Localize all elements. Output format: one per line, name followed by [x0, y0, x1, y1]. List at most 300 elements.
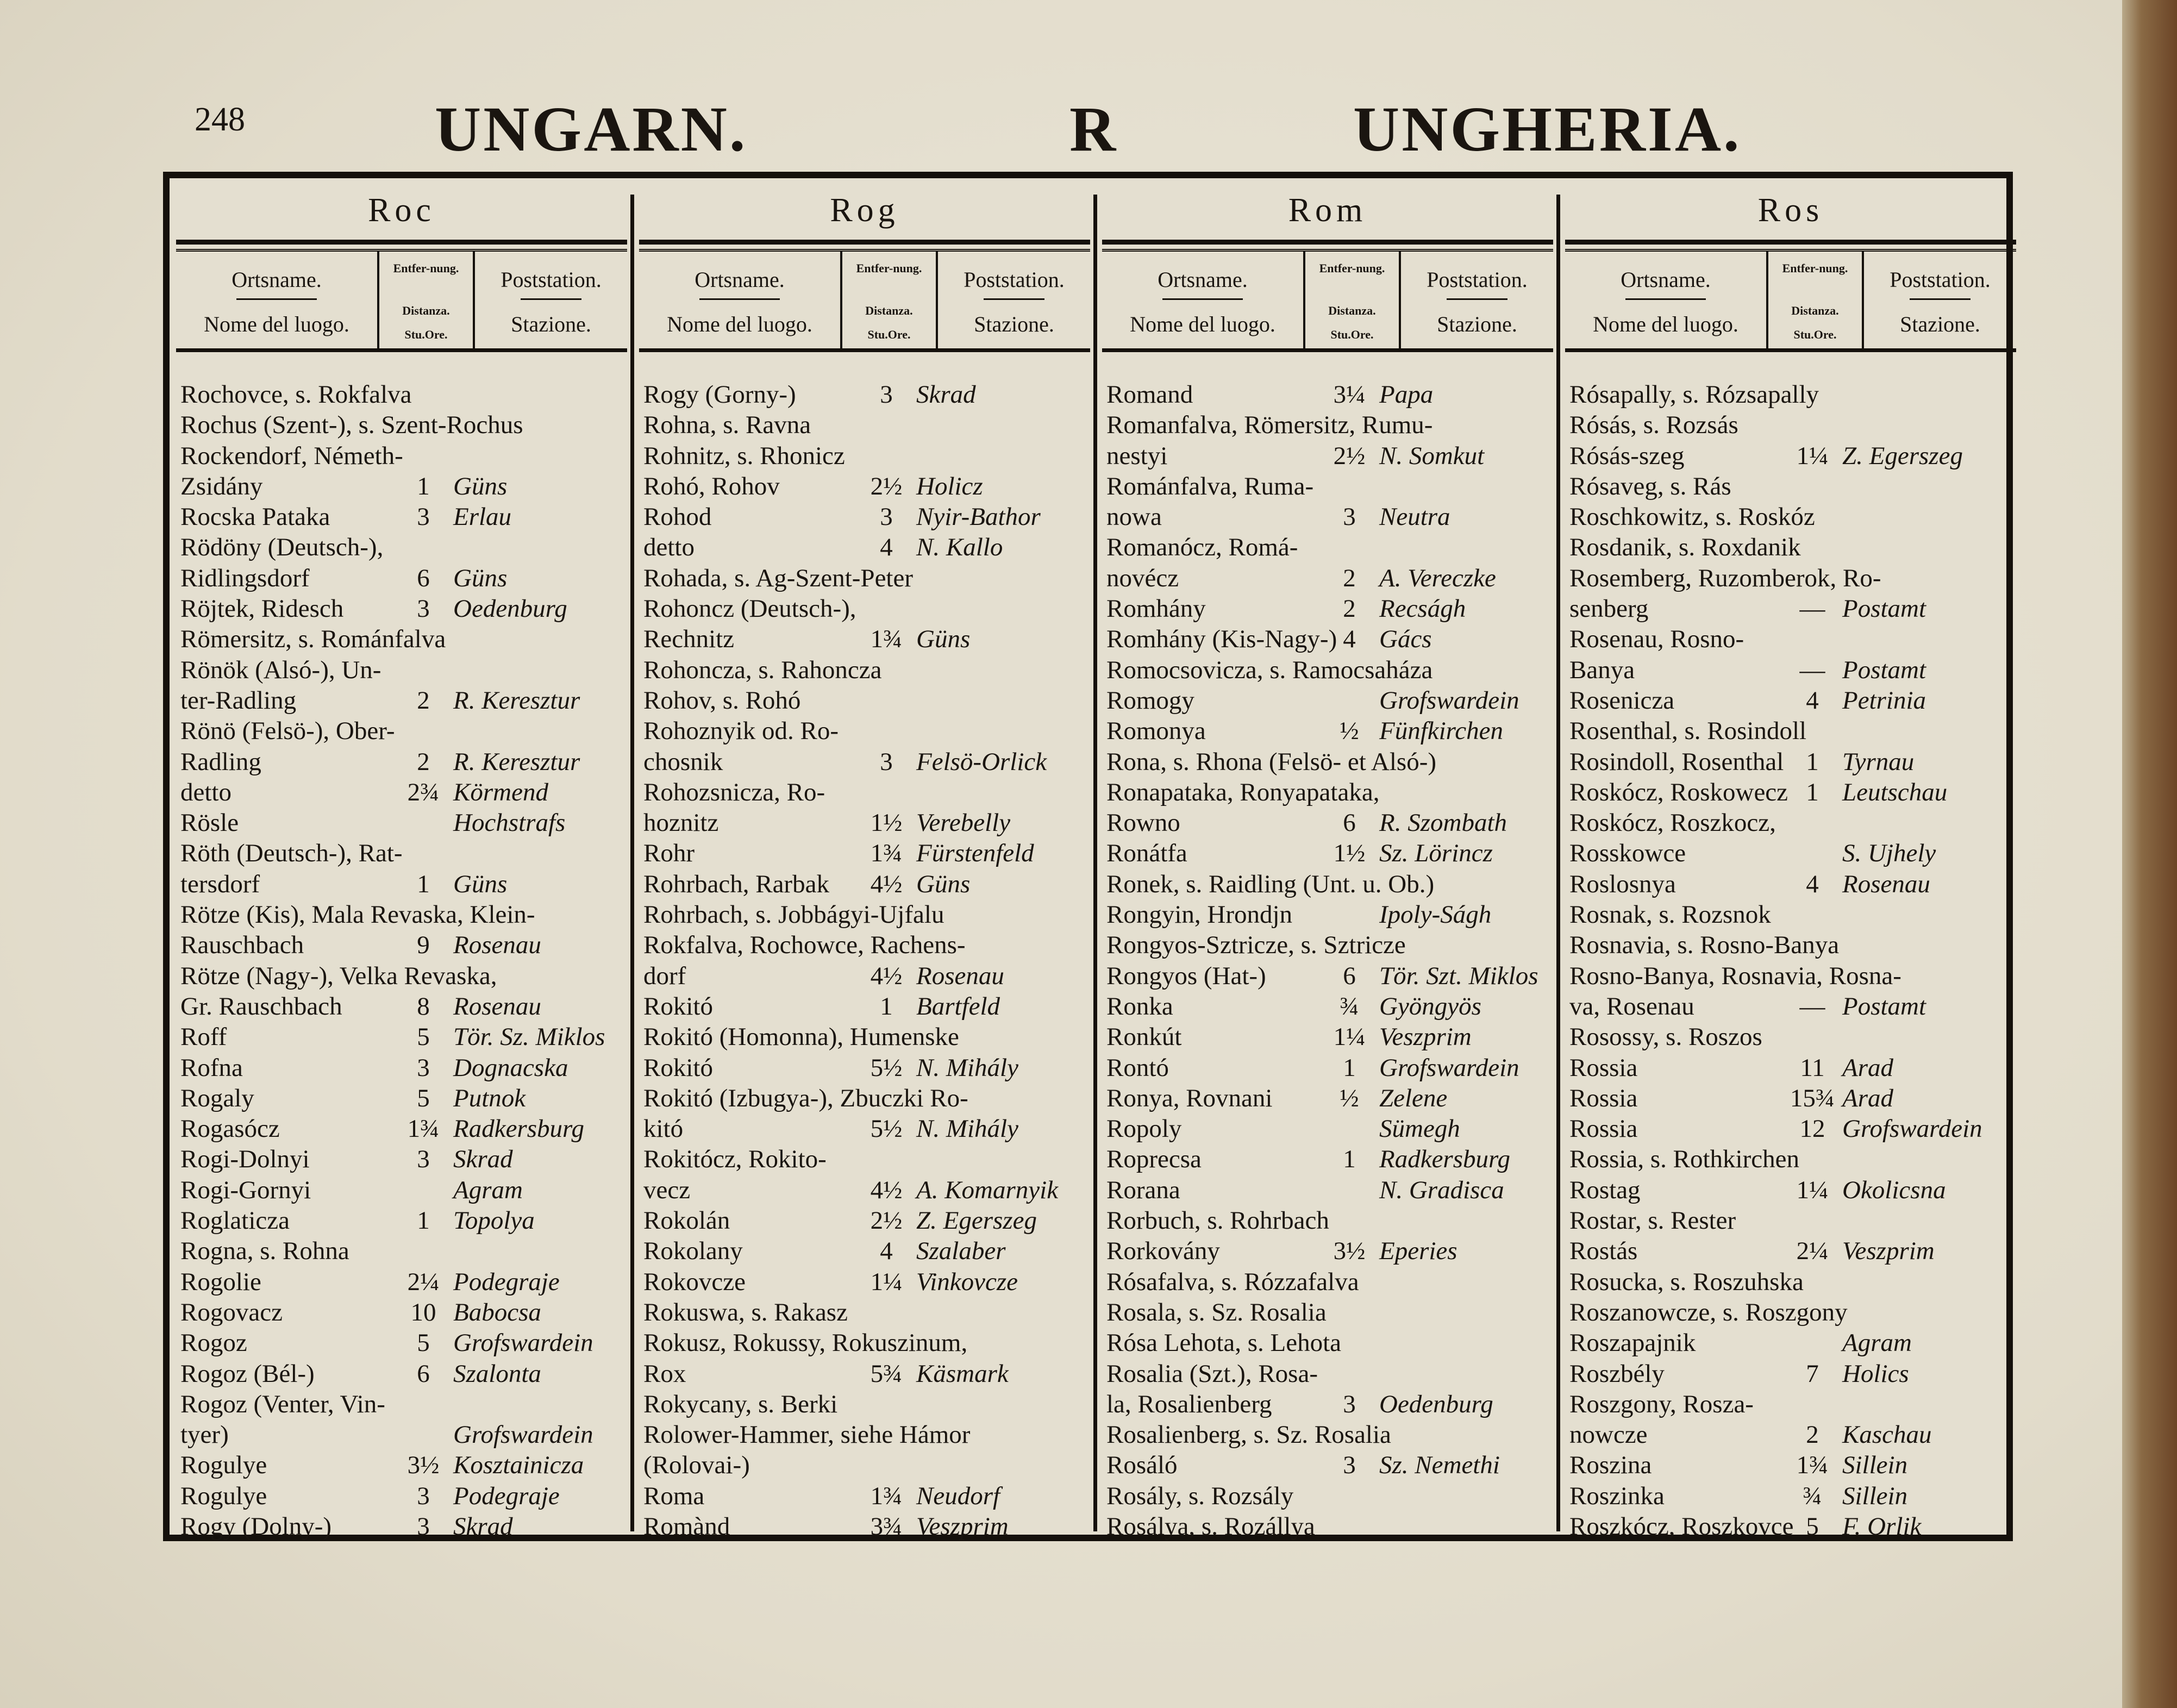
post-station: Leutschau [1842, 778, 1948, 806]
post-station: R. Szombath [1379, 809, 1507, 837]
post-station: Rosenau [1842, 869, 1930, 898]
distance-header-de: Entfer-nung. [1319, 261, 1385, 275]
list-item [1565, 1267, 2016, 1297]
place-name: Rongyos-Sztricze, s. Sztricze [1106, 931, 1406, 960]
distance-value: 1 [1343, 1145, 1356, 1174]
distance-header-de: Entfer-nung. [856, 261, 922, 275]
place-name: Rokycany, s. Berki [643, 1390, 838, 1418]
place-name: Roszapajnik [1569, 1329, 1696, 1357]
list-item [1102, 593, 1553, 624]
place-name: Rohnitz, s. Rhonicz [643, 441, 845, 470]
list-item [176, 1113, 627, 1144]
list-item [1565, 991, 2016, 1022]
list-item [176, 1267, 627, 1297]
list-item [1565, 869, 2016, 899]
distance-header-it: Distanza. [1328, 304, 1376, 317]
post-station: Postamt [1842, 595, 1926, 623]
list-item [1102, 1022, 1553, 1052]
distance-value: 3½ [1333, 1237, 1366, 1266]
post-station: Rosenau [453, 992, 541, 1021]
page-number: 248 [195, 101, 245, 138]
place-name: Ronya, Rovnani [1106, 1084, 1273, 1112]
place-name: Rorbuch, s. Rohrbach [1106, 1206, 1329, 1235]
list-item [176, 593, 627, 624]
distance-value: 3 [880, 503, 893, 531]
list-item [639, 655, 1090, 685]
station-header-de: Poststation. [1427, 267, 1528, 292]
place-name: Rokusz, Rokussy, Rokuszinum, [643, 1329, 968, 1357]
place-name: Romhány (Kis-Nagy-) [1106, 625, 1337, 654]
place-name: Rosno-Banya, Rosnavia, Rosna- [1569, 961, 1901, 990]
place-name: Rosnak, s. Rozsnok [1569, 900, 1771, 929]
post-station: Szalonta [453, 1359, 541, 1388]
name-header-de: Ortsname. [232, 267, 322, 292]
list-item [639, 1389, 1090, 1419]
post-station: Agram [1842, 1329, 1912, 1357]
list-item [1565, 1175, 2016, 1205]
list-item [1565, 1297, 2016, 1328]
station-header-de: Poststation. [964, 267, 1065, 292]
place-name: Rohod [643, 503, 712, 531]
place-name: Rechnitz [643, 625, 735, 654]
post-station: Dognacska [453, 1053, 568, 1082]
name-header-it: Nome del luogo. [1130, 312, 1275, 336]
place-name: Rokitó (Izbugya-), Zbuczki Ro- [643, 1084, 968, 1112]
list-item [176, 502, 627, 532]
list-item [1102, 1389, 1553, 1419]
place-name: Roprecsa [1106, 1145, 1202, 1174]
place-name: Rosskowce [1569, 839, 1686, 868]
place-name: Romhány [1106, 595, 1206, 623]
distance-value: 1½ [870, 809, 903, 837]
distance-value: ¾ [1340, 992, 1359, 1021]
list-item [639, 1205, 1090, 1236]
place-name: Rosenau, Rosno- [1569, 625, 1744, 654]
list-item [176, 655, 627, 685]
place-name: Rosenthal, s. Rosindoll [1569, 717, 1807, 746]
post-station: R. Keresztur [453, 747, 580, 776]
gazetteer-table [163, 172, 2013, 1541]
list-item [1102, 1175, 1553, 1205]
post-station: Putnok [453, 1084, 526, 1112]
place-name: Rohoznyik od. Ro- [643, 717, 839, 746]
list-item [176, 991, 627, 1022]
list-item [1102, 838, 1553, 868]
place-name: Ronkút [1106, 1023, 1182, 1052]
list-item [1565, 685, 2016, 716]
name-header-de: Ortsname. [1621, 267, 1711, 292]
list-item [1565, 471, 2016, 502]
list-item [1565, 532, 2016, 562]
column-subheader [639, 249, 1090, 352]
post-station: Neudorf [916, 1481, 1000, 1510]
place-name: Rósaveg, s. Rás [1569, 472, 1731, 500]
place-name: Roskócz, Roskowecz [1569, 778, 1788, 806]
distance-header-it: Distanza. [402, 304, 450, 317]
post-station: Güns [453, 472, 508, 500]
list-item [1565, 655, 2016, 685]
distance-value: 4 [880, 533, 893, 562]
book-spine [2122, 0, 2177, 1708]
distance-value: 2 [1343, 595, 1356, 623]
place-name: Ronapataka, Ronyapataka, [1106, 778, 1380, 806]
place-name: Rogovacz [180, 1298, 283, 1327]
place-name: tyer) [180, 1421, 229, 1449]
place-name: Rosálya, s. Rozállya [1106, 1512, 1315, 1541]
place-name: Banya [1569, 655, 1635, 684]
place-name: vecz [643, 1175, 691, 1204]
list-item [176, 869, 627, 899]
list-item [639, 1419, 1090, 1450]
place-name: Romànd [643, 1512, 730, 1541]
place-name: Rorkovány [1106, 1237, 1220, 1266]
list-item [1565, 777, 2016, 808]
post-station: Neutra [1379, 503, 1450, 531]
place-name: Rogoz (Bél-) [180, 1359, 315, 1388]
distance-value: 1¼ [1333, 1023, 1366, 1052]
list-item [176, 1419, 627, 1450]
list-item [1102, 1450, 1553, 1480]
post-station: N. Somkut [1379, 441, 1485, 470]
distance-value: 4 [1806, 686, 1819, 715]
post-station: Szalaber [916, 1237, 1006, 1266]
place-name: detto [643, 533, 695, 562]
list-item [639, 808, 1090, 838]
distance-value: 3 [417, 1512, 430, 1541]
list-item [1102, 716, 1553, 746]
place-name: senberg [1569, 595, 1649, 623]
list-item [639, 379, 1090, 410]
distance-value: 6 [1343, 809, 1356, 837]
place-name: Rosala, s. Sz. Rosalia [1106, 1298, 1327, 1327]
distance-value: 1¾ [407, 1115, 440, 1143]
distance-value: 6 [1343, 961, 1356, 990]
place-name: Rohada, s. Ag-Szent-Peter [643, 564, 914, 592]
post-station: Babocsa [453, 1298, 541, 1327]
place-name: Roszkócz, Roszkovce [1569, 1512, 1794, 1541]
list-item [1565, 930, 2016, 960]
distance-value: 3 [417, 503, 430, 531]
distance-value: 3 [880, 380, 893, 409]
place-name: Rosindoll, Rosenthal [1569, 747, 1784, 776]
list-item [639, 1053, 1090, 1083]
distance-value: — [1799, 595, 1825, 623]
list-item [639, 1083, 1090, 1113]
place-name: Rona, s. Rhona (Felsö- et Alsó-) [1106, 747, 1437, 776]
list-item [176, 838, 627, 868]
place-name: Rogaly [180, 1084, 254, 1112]
distance-value: 2½ [1333, 441, 1366, 470]
post-station: Podegraje [453, 1481, 560, 1510]
place-name: Rolower-Hammer, siehe Hámor [643, 1421, 971, 1449]
distance-value: 5 [417, 1329, 430, 1357]
column-ros [1565, 192, 2016, 1541]
post-station: Erlau [453, 503, 512, 531]
distance-value: 3 [1343, 1390, 1356, 1418]
distance-value: 3 [1343, 503, 1356, 531]
place-name: Römersitz, s. Románfalva [180, 625, 446, 654]
distance-value: ½ [1340, 717, 1359, 746]
post-station: Grofswardein [453, 1421, 593, 1449]
list-item [1102, 991, 1553, 1022]
place-name: Romand [1106, 380, 1193, 409]
place-name: Ronátfa [1106, 839, 1187, 868]
list-item [176, 624, 627, 654]
list-item [1102, 1113, 1553, 1144]
place-name: Rostás [1569, 1237, 1638, 1266]
list-item [639, 1297, 1090, 1328]
post-station: Rosenau [916, 961, 1004, 990]
distance-value: 5 [417, 1023, 430, 1052]
list-item [1565, 1083, 2016, 1113]
place-name: Rötze (Nagy-), Velka Revaska, [180, 961, 497, 990]
distance-value: 8 [417, 992, 430, 1021]
distance-value: 1¾ [1796, 1451, 1829, 1480]
distance-value: 11 [1800, 1053, 1825, 1082]
place-name: Rosnavia, s. Rosno-Banya [1569, 931, 1840, 960]
place-name: Rosdanik, s. Roxdanik [1569, 533, 1801, 562]
post-station: Podegraje [453, 1267, 560, 1296]
list-item [1102, 1359, 1553, 1389]
list-item [1565, 441, 2016, 471]
place-name: Rösle [180, 809, 239, 837]
place-name: Rogasócz [180, 1115, 280, 1143]
name-header [639, 252, 840, 348]
place-name: Rohr [643, 839, 695, 868]
title-letter: R [1069, 93, 1118, 165]
post-station: Holicz [916, 472, 983, 500]
post-station: Sillein [1842, 1481, 1908, 1510]
post-station: Agram [453, 1175, 523, 1204]
place-name: Rokitó [643, 992, 713, 1021]
place-name: Rokitó (Homonna), Humenske [643, 1023, 959, 1052]
list-item [639, 1267, 1090, 1297]
place-name: Romogy [1106, 686, 1194, 715]
distance-value: 3 [880, 747, 893, 776]
list-item [1565, 808, 2016, 838]
place-name: ter-Radling [180, 686, 297, 715]
list-item [1102, 532, 1553, 562]
list-item [1102, 930, 1553, 960]
distance-value: 5¾ [870, 1359, 903, 1388]
list-item [1565, 1359, 2016, 1389]
list-item [176, 1083, 627, 1113]
distance-value: 4 [1343, 625, 1356, 654]
distance-value: 4½ [870, 1175, 903, 1204]
place-name: Rosály, s. Rozsály [1106, 1481, 1294, 1510]
distance-value: 9 [417, 931, 430, 960]
place-name: Rokitócz, Rokito- [643, 1145, 827, 1174]
post-station: Vinkovcze [916, 1267, 1018, 1296]
column-rom [1102, 192, 1553, 1541]
distance-value: 5 [1806, 1512, 1819, 1541]
list-item [639, 899, 1090, 930]
place-name: Rostar, s. Rester [1569, 1206, 1736, 1235]
distance-value: 1 [417, 1206, 430, 1235]
list-item [639, 747, 1090, 777]
post-station: Bartfeld [916, 992, 1000, 1021]
post-station: Kaschau [1842, 1421, 1932, 1449]
list-item [176, 1450, 627, 1480]
place-name: Rohrbach, s. Jobbágyi-Ujfalu [643, 900, 944, 929]
place-name: Rogi-Dolnyi [180, 1145, 310, 1174]
list-item [176, 1297, 627, 1328]
place-name: Röth (Deutsch-), Rat- [180, 839, 403, 868]
place-name: Rogi-Gornyi [180, 1175, 311, 1204]
post-station: Güns [453, 564, 508, 592]
place-name: Rostag [1569, 1175, 1641, 1204]
list-item [176, 1511, 627, 1542]
distance-value: 2½ [870, 472, 903, 500]
list-item [639, 563, 1090, 593]
column-heading: Rog [830, 192, 899, 229]
post-station: Güns [453, 869, 508, 898]
post-station: Holics [1842, 1359, 1909, 1388]
post-station: F. Orlik [1842, 1512, 1922, 1541]
list-item [639, 716, 1090, 746]
post-station: Kosztainicza [453, 1451, 584, 1480]
place-name: Rohoncza, s. Rahoncza [643, 655, 882, 684]
place-name: Rönök (Alsó-), Un- [180, 655, 381, 684]
list-item [639, 685, 1090, 716]
place-name: Radling [180, 747, 261, 776]
post-station: Veszprim [1842, 1237, 1935, 1266]
distance-value: 2 [1806, 1421, 1819, 1449]
distance-value: 1¼ [1796, 441, 1829, 470]
distance-value: 1¼ [1796, 1175, 1829, 1204]
list-item [639, 1022, 1090, 1052]
list-item [176, 1175, 627, 1205]
post-station: Grofswardein [1842, 1115, 1982, 1143]
place-name: la, Rosalienberg [1106, 1390, 1272, 1418]
post-station: Skrad [453, 1145, 513, 1174]
place-name: Rönö (Felsö-), Ober- [180, 717, 395, 746]
post-station: Papa [1379, 380, 1434, 409]
list-item [639, 593, 1090, 624]
place-name: Rokuswa, s. Rakasz [643, 1298, 848, 1327]
post-station: Okolicsna [1842, 1175, 1946, 1204]
post-station: Z. Egerszeg [1842, 441, 1963, 470]
list-item [1565, 899, 2016, 930]
post-station: Grofswardein [1379, 686, 1519, 715]
list-item [1102, 502, 1553, 532]
distance-value: 2 [417, 747, 430, 776]
list-item [1102, 747, 1553, 777]
post-station: Petrinia [1842, 686, 1926, 715]
station-header [1401, 252, 1553, 348]
place-name: Rontó [1106, 1053, 1169, 1082]
list-item [639, 1511, 1090, 1542]
list-item [1102, 1328, 1553, 1358]
list-item [176, 1144, 627, 1174]
distance-value: 5½ [870, 1115, 903, 1143]
post-station: Ipoly-Ságh [1379, 900, 1492, 929]
list-item [1102, 685, 1553, 716]
place-name: Rogulye [180, 1451, 267, 1480]
list-item [1102, 808, 1553, 838]
place-name: Roslosnya [1569, 869, 1676, 898]
post-station: Güns [916, 625, 971, 654]
list-item [176, 777, 627, 808]
distance-value: 3¾ [870, 1512, 903, 1541]
post-station: Tyrnau [1842, 747, 1915, 776]
post-station: A. Vereczke [1379, 564, 1496, 592]
list-item [1565, 593, 2016, 624]
post-station: Radkersburg [453, 1115, 585, 1143]
distance-value: 3 [417, 1053, 430, 1082]
distance-value: 1 [880, 992, 893, 1021]
column-heading: Roc [368, 192, 435, 229]
place-name: Rofna [180, 1053, 243, 1082]
list-item [1565, 563, 2016, 593]
list-item [1565, 1236, 2016, 1266]
name-header [1102, 252, 1303, 348]
name-header [1565, 252, 1766, 348]
post-station: Veszprim [1379, 1023, 1472, 1052]
place-name: Romonya [1106, 717, 1206, 746]
list-item [176, 1481, 627, 1511]
list-item [1102, 563, 1553, 593]
list-item [176, 1236, 627, 1266]
distance-value: 4½ [870, 961, 903, 990]
name-header-it: Nome del luogo. [204, 312, 349, 336]
station-header [475, 252, 627, 348]
list-item [176, 1359, 627, 1389]
list-item [176, 379, 627, 410]
column-divider [630, 195, 634, 1531]
distance-value: — [1799, 992, 1825, 1021]
list-item [176, 747, 627, 777]
place-name: Rogolie [180, 1267, 261, 1296]
place-name: Rokfalva, Rochowce, Rachens- [643, 931, 966, 960]
post-station: Skrad [453, 1512, 513, 1541]
list-item [1102, 1205, 1553, 1236]
post-station: Grofswardein [453, 1329, 593, 1357]
list-item [1565, 624, 2016, 654]
list-item [176, 532, 627, 562]
list-item [176, 471, 627, 502]
distance-value: 3 [417, 595, 430, 623]
post-station: Radkersburg [1379, 1145, 1511, 1174]
post-station: Fürstenfeld [916, 839, 1034, 868]
place-name: Roszinka [1569, 1481, 1665, 1510]
list-item [1565, 716, 2016, 746]
post-station: Fünfkirchen [1379, 717, 1503, 746]
post-station: Arad [1842, 1053, 1893, 1082]
list-item [639, 502, 1090, 532]
place-name: Rósa Lehota, s. Lehota [1106, 1329, 1342, 1357]
list-item [1102, 1511, 1553, 1542]
station-header-it: Stazione. [1437, 312, 1517, 336]
post-station: Postamt [1842, 992, 1926, 1021]
post-station: Sz. Lörincz [1379, 839, 1493, 868]
place-name: chosnik [643, 747, 723, 776]
list-item [176, 410, 627, 440]
list-item [1565, 502, 2016, 532]
place-name: Rongyin, Hrondjn [1106, 900, 1293, 929]
list-item [1565, 747, 2016, 777]
place-name: Rokolán [643, 1206, 730, 1235]
place-name: Rohoncz (Deutsch-), [643, 595, 856, 623]
list-item [639, 1175, 1090, 1205]
place-name: Gr. Rauschbach [180, 992, 342, 1021]
distance-header-unit: Stu.Ore. [867, 328, 911, 341]
place-name: Rockendorf, Németh- [180, 441, 403, 470]
distance-value: 3½ [407, 1451, 440, 1480]
list-item [639, 1113, 1090, 1144]
place-name: Rogulye [180, 1481, 267, 1510]
list-item [176, 808, 627, 838]
